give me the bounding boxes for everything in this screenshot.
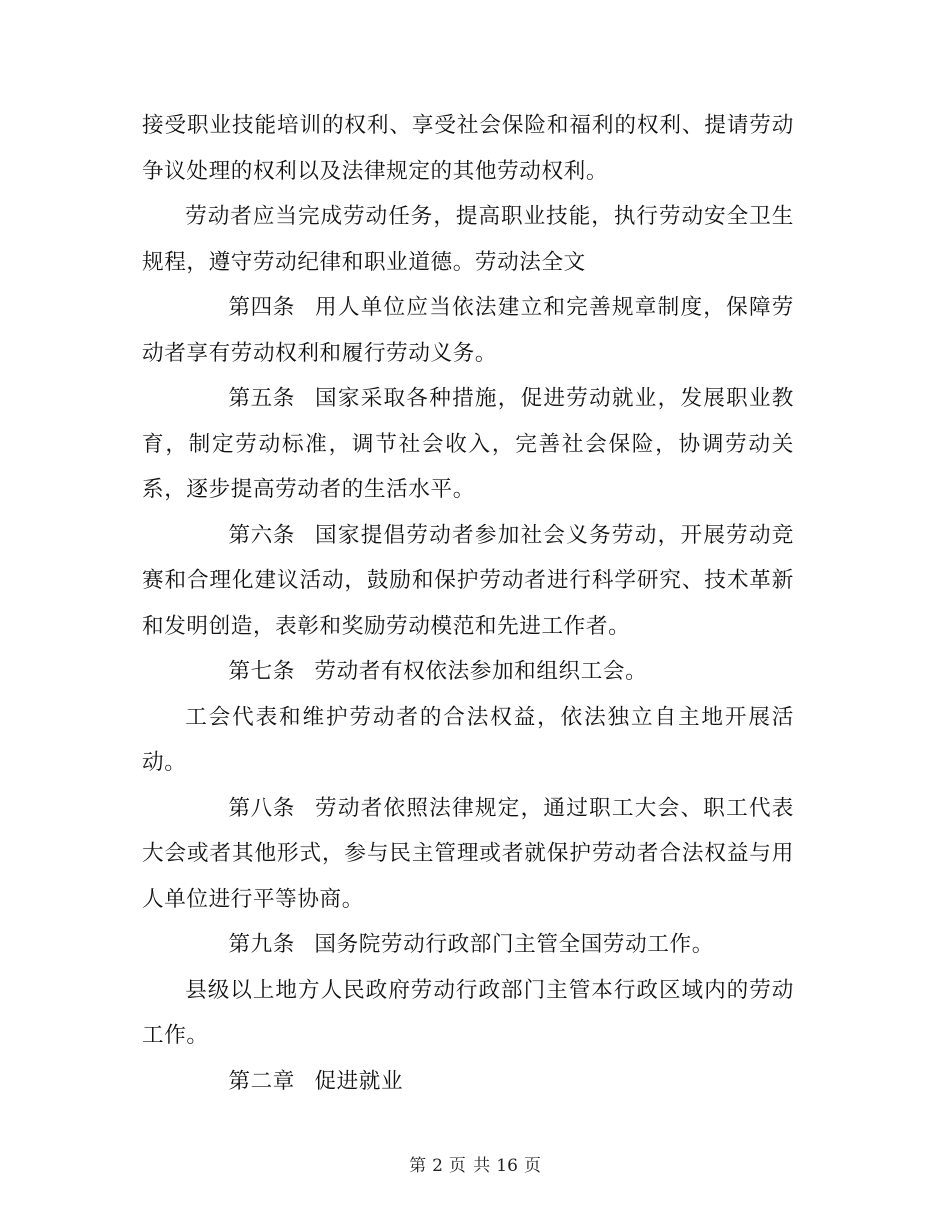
footer-prefix: 第 <box>409 1156 427 1176</box>
article-number: 第七条 <box>228 659 295 684</box>
article-7 <box>142 649 794 695</box>
paragraph-text: 国家提倡劳动者参加社会义务劳动，开展劳动竞赛和合理化建议活动，鼓励和保护劳动者进行科学研究、技术革新和发明创造，表彰和奖励劳动模范和先进工作者。 <box>142 522 794 639</box>
article-number: 第四条 <box>228 295 295 320</box>
total-page-number: 16 <box>496 1156 518 1176</box>
article-number: 第六条 <box>228 522 295 548</box>
page-footer <box>0 1151 950 1176</box>
chapter-heading <box>142 1059 794 1105</box>
current-page-number: 2 <box>432 1156 443 1176</box>
paragraph-local-gov <box>142 968 794 1059</box>
document-body <box>142 103 794 1104</box>
article-9 <box>142 922 794 968</box>
paragraph-text: 劳动者应当完成劳动任务，提高职业技能，执行劳动安全卫生规程，遵守劳动纪律和职业道德。劳动法全文 <box>142 204 794 275</box>
article-number: 第五条 <box>228 386 295 411</box>
paragraph-text: 县级以上地方人民政府劳动行政部门主管本行政区域内的劳动工作。 <box>142 977 794 1048</box>
chapter-title: 促进就业 <box>314 1068 404 1094</box>
paragraph-text: 用人单位应当依法建立和完善规章制度，保障劳动者享有劳动权利和履行劳动义务。 <box>142 295 794 366</box>
article-number: 第九条 <box>228 932 295 957</box>
article-5 <box>142 376 794 513</box>
footer-suffix: 页 <box>523 1156 541 1176</box>
footer-middle: 页 共 <box>448 1156 491 1176</box>
paragraph-text: 接受职业技能培训的权利、享受社会保险和福利的权利、提请劳动争议处理的权利以及法律规定的其他劳动权利。 <box>142 113 794 184</box>
paragraph-text: 国家采取各种措施，促进劳动就业，发展职业教育，制定劳动标准，调节社会收入，完善社会保险，协调劳动关系，逐步提高劳动者的生活水平。 <box>142 386 794 502</box>
paragraph-text: 劳动者有权依法参加和组织工会。 <box>314 659 648 684</box>
chapter-number: 第二章 <box>228 1068 295 1094</box>
article-4 <box>142 285 794 376</box>
article-8 <box>142 786 794 923</box>
article-6 <box>142 513 794 650</box>
paragraph-2 <box>142 194 794 285</box>
paragraph-text: 劳动者依照法律规定，通过职工大会、职工代表大会或者其他形式，参与民主管理或者就保护劳动者合法权益与用人单位进行平等协商。 <box>142 795 794 912</box>
paragraph-1 <box>142 103 794 194</box>
article-number: 第八条 <box>228 795 295 821</box>
paragraph-text: 国务院劳动行政部门主管全国劳动工作。 <box>314 932 714 957</box>
paragraph-union <box>142 695 794 786</box>
paragraph-text: 工会代表和维护劳动者的合法权益，依法独立自主地开展活动。 <box>142 704 794 775</box>
